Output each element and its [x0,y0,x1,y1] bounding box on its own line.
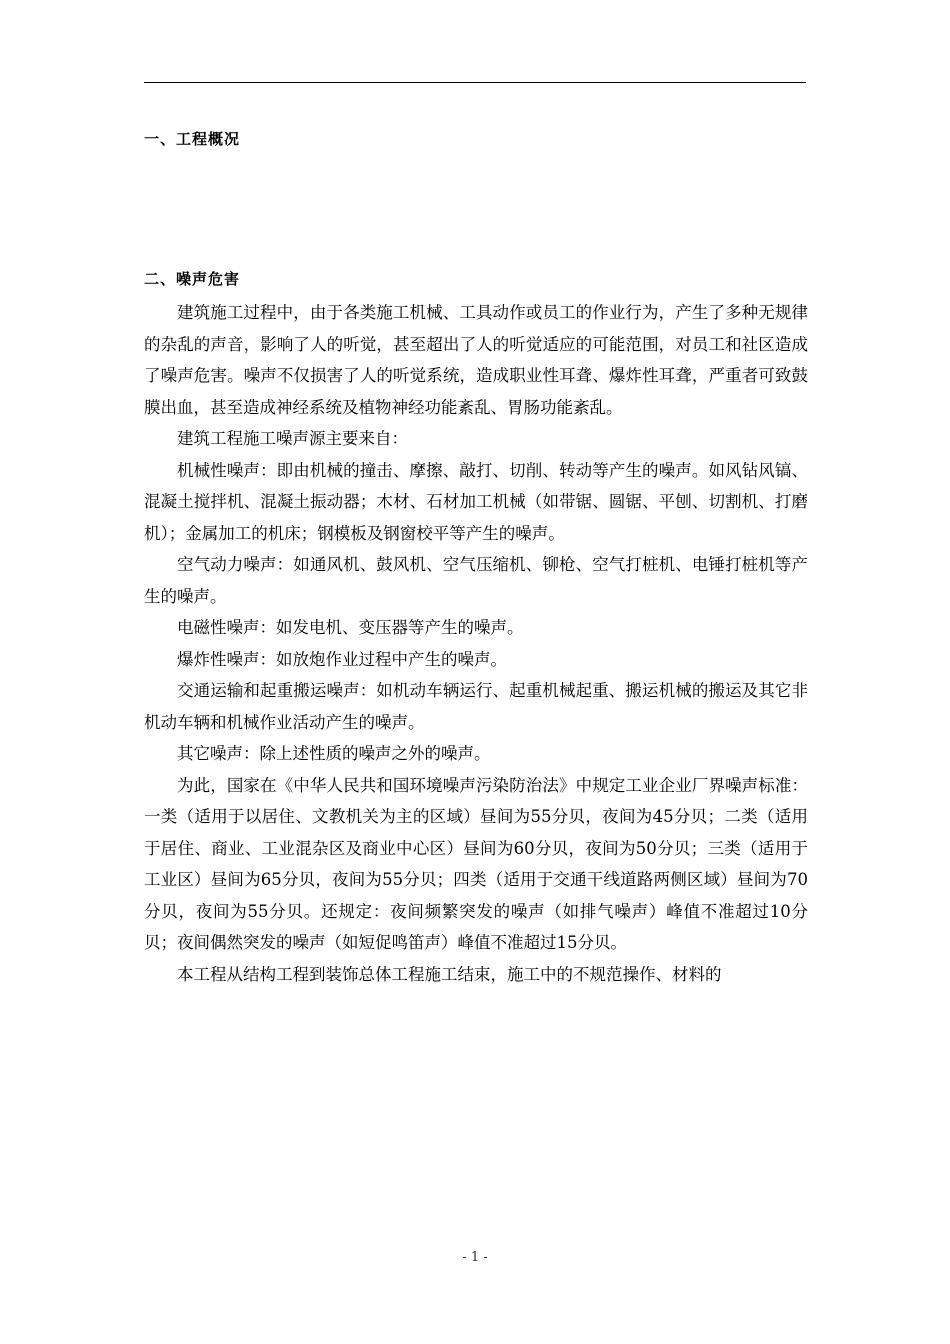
paragraph: 电磁性噪声：如发电机、变压器等产生的噪声。 [177,618,524,637]
section-heading-overview: 一、工程概况 [144,130,241,148]
paragraph: 为此，国家在《中华人民共和国环境噪声污染防治法》中规定工业企业厂界噪声标准：一类（适用于以居住、文教机关为主的区域）昼间为55分贝，夜间为45分贝；二类（适用于居住、商业、工业混杂区及商业中心区）昼间为60分贝，夜间为50分贝；三类（适用于工业区）昼间为65分贝，夜间为55分贝；四类（适用于交通干线道路两侧区域）昼间为70分贝，夜间为55分贝。还规定：夜间频繁突发的噪声（如排气噪声）峰值不准超过10分贝；夜间偶然突发的噪声（如短促鸣笛声）峰值不准超过15分贝。 [144,775,808,952]
paragraph: 其它噪声：除上述性质的噪声之外的噪声。 [177,744,491,763]
section-heading-noise-hazard: 二、噪声危害 [144,270,241,288]
paragraph: 本工程从结构工程到装饰总体工程施工结束，施工中的不规范操作、材料的 [177,964,722,984]
body-text [144,297,808,990]
header-rule [144,82,806,83]
paragraph: 机械性噪声：即由机械的撞击、摩擦、敲打、切削、转动等产生的噪声。如风钻风镐、混凝土搅拌机、混凝土振动器；木材、石材加工机械（如带锯、圆锯、平刨、切割机、打磨机）；金属加工的机床；钢模板及钢窗校平等产生的噪声。 [144,460,808,543]
paragraph: 建筑工程施工噪声源主要来自： [177,429,408,448]
page-number: - 1 - [462,1250,488,1265]
paragraph: 交通运输和起重搬运噪声：如机动车辆运行、起重机械起重、搬运机械的搬运及其它非机动车辆和机械作业活动产生的噪声。 [144,681,808,732]
paragraph: 空气动力噪声：如通风机、鼓风机、空气压缩机、铆枪、空气打桩机、电锤打桩机等产生的噪声。 [144,555,808,606]
paragraph: 建筑施工过程中，由于各类施工机械、工具动作或员工的作业行为，产生了多种无规律的杂乱的声音，影响了人的听觉，甚至超出了人的听觉适应的可能范围，对员工和社区造成了噪声危害。噪声不仅损害了人的听觉系统，造成职业性耳聋、爆炸性耳聋，严重者可致鼓膜出血，甚至造成神经系统及植物神经功能紊乱、胃肠功能紊乱。 [144,303,808,417]
paragraph: 爆炸性噪声：如放炮作业过程中产生的噪声。 [177,649,507,669]
